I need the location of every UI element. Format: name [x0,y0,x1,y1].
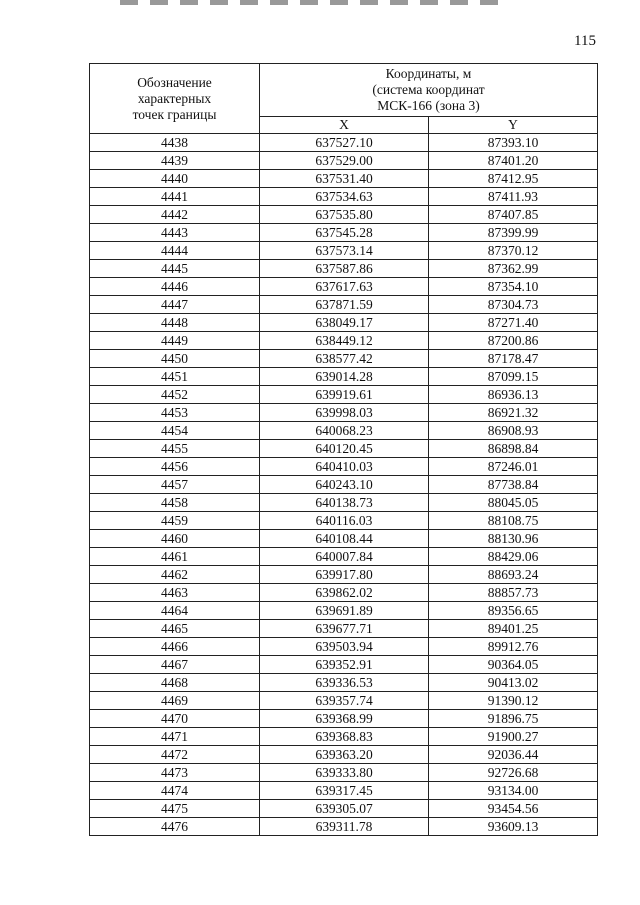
x-coordinate-cell: 637545.28 [260,224,429,242]
table-row [90,566,598,584]
y-coordinate-cell: 92726.68 [429,764,598,782]
point-id-cell: 4454 [90,422,260,440]
coordinates-table [89,63,598,836]
table-row [90,134,598,152]
table-row [90,368,598,386]
x-coordinate-cell: 637527.10 [260,134,429,152]
y-coordinate-cell: 87271.40 [429,314,598,332]
table-row [90,818,598,836]
header-coords-line-2: (система координат [372,82,485,97]
x-coordinate-cell: 639333.80 [260,764,429,782]
y-coordinate-cell: 86898.84 [429,440,598,458]
point-id-cell: 4458 [90,494,260,512]
point-id-cell: 4472 [90,746,260,764]
x-coordinate-cell: 640410.03 [260,458,429,476]
point-id-cell: 4476 [90,818,260,836]
header-point-label [90,64,260,134]
table-body [90,134,598,836]
table-row [90,278,598,296]
table-row [90,584,598,602]
y-coordinate-cell: 89401.25 [429,620,598,638]
x-coordinate-cell: 637573.14 [260,242,429,260]
x-coordinate-cell: 637587.86 [260,260,429,278]
y-coordinate-cell: 87178.47 [429,350,598,368]
scan-artifact-top [120,0,510,5]
table-row [90,224,598,242]
point-id-cell: 4444 [90,242,260,260]
y-coordinate-cell: 93609.13 [429,818,598,836]
x-coordinate-cell: 640108.44 [260,530,429,548]
y-coordinate-cell: 88130.96 [429,530,598,548]
x-coordinate-cell: 638449.12 [260,332,429,350]
point-id-cell: 4441 [90,188,260,206]
table-row [90,188,598,206]
table-row [90,674,598,692]
table-row [90,656,598,674]
header-x: X [260,117,429,134]
x-coordinate-cell: 639363.20 [260,746,429,764]
table-row [90,386,598,404]
point-id-cell: 4469 [90,692,260,710]
point-id-cell: 4440 [90,170,260,188]
x-coordinate-cell: 638577.42 [260,350,429,368]
table-row [90,764,598,782]
x-coordinate-cell: 638049.17 [260,314,429,332]
x-coordinate-cell: 639691.89 [260,602,429,620]
x-coordinate-cell: 639998.03 [260,404,429,422]
table-row [90,800,598,818]
table-row [90,350,598,368]
x-coordinate-cell: 639862.02 [260,584,429,602]
y-coordinate-cell: 91900.27 [429,728,598,746]
point-id-cell: 4455 [90,440,260,458]
table-row [90,494,598,512]
y-coordinate-cell: 88693.24 [429,566,598,584]
point-id-cell: 4452 [90,386,260,404]
y-coordinate-cell: 87370.12 [429,242,598,260]
x-coordinate-cell: 639317.45 [260,782,429,800]
x-coordinate-cell: 637531.40 [260,170,429,188]
y-coordinate-cell: 93134.00 [429,782,598,800]
x-coordinate-cell: 637529.00 [260,152,429,170]
x-coordinate-cell: 640007.84 [260,548,429,566]
header-coords-line-3: МСК-166 (зона 3) [377,98,480,113]
x-coordinate-cell: 639336.53 [260,674,429,692]
table-row [90,692,598,710]
point-id-cell: 4459 [90,512,260,530]
table-row [90,242,598,260]
y-coordinate-cell: 92036.44 [429,746,598,764]
point-id-cell: 4460 [90,530,260,548]
y-coordinate-cell: 90364.05 [429,656,598,674]
y-coordinate-cell: 87401.20 [429,152,598,170]
point-id-cell: 4457 [90,476,260,494]
table-row [90,152,598,170]
x-coordinate-cell: 637534.63 [260,188,429,206]
x-coordinate-cell: 639503.94 [260,638,429,656]
y-coordinate-cell: 87412.95 [429,170,598,188]
y-coordinate-cell: 86921.32 [429,404,598,422]
table-row [90,782,598,800]
x-coordinate-cell: 639919.61 [260,386,429,404]
header-coordinates [260,64,598,117]
table-row [90,260,598,278]
point-id-cell: 4448 [90,314,260,332]
x-coordinate-cell: 637535.80 [260,206,429,224]
table-row [90,620,598,638]
point-id-cell: 4466 [90,638,260,656]
table-row [90,206,598,224]
y-coordinate-cell: 91390.12 [429,692,598,710]
x-coordinate-cell: 640068.23 [260,422,429,440]
point-id-cell: 4439 [90,152,260,170]
y-coordinate-cell: 87411.93 [429,188,598,206]
point-id-cell: 4445 [90,260,260,278]
point-id-cell: 4470 [90,710,260,728]
table-row [90,458,598,476]
table-row [90,170,598,188]
point-id-cell: 4475 [90,800,260,818]
table-row [90,530,598,548]
y-coordinate-cell: 87099.15 [429,368,598,386]
y-coordinate-cell: 88108.75 [429,512,598,530]
y-coordinate-cell: 91896.75 [429,710,598,728]
x-coordinate-cell: 639368.99 [260,710,429,728]
point-id-cell: 4447 [90,296,260,314]
x-coordinate-cell: 639357.74 [260,692,429,710]
table-row [90,332,598,350]
point-id-cell: 4462 [90,566,260,584]
table-row [90,746,598,764]
table-row [90,710,598,728]
point-id-cell: 4467 [90,656,260,674]
y-coordinate-cell: 93454.56 [429,800,598,818]
y-coordinate-cell: 87200.86 [429,332,598,350]
y-coordinate-cell: 87362.99 [429,260,598,278]
point-id-cell: 4450 [90,350,260,368]
table-row [90,512,598,530]
header-point-line-2: характерных [137,90,212,106]
y-coordinate-cell: 88045.05 [429,494,598,512]
page-number: 115 [574,33,596,49]
y-coordinate-cell: 87354.10 [429,278,598,296]
x-coordinate-cell: 639917.80 [260,566,429,584]
y-coordinate-cell: 90413.02 [429,674,598,692]
y-coordinate-cell: 87399.99 [429,224,598,242]
y-coordinate-cell: 87246.01 [429,458,598,476]
x-coordinate-cell: 640138.73 [260,494,429,512]
table-row [90,602,598,620]
x-coordinate-cell: 637617.63 [260,278,429,296]
point-id-cell: 4453 [90,404,260,422]
y-coordinate-cell: 86936.13 [429,386,598,404]
point-id-cell: 4474 [90,782,260,800]
y-coordinate-cell: 86908.93 [429,422,598,440]
x-coordinate-cell: 639305.07 [260,800,429,818]
point-id-cell: 4438 [90,134,260,152]
x-coordinate-cell: 639014.28 [260,368,429,386]
x-coordinate-cell: 639311.78 [260,818,429,836]
point-id-cell: 4449 [90,332,260,350]
point-id-cell: 4471 [90,728,260,746]
point-id-cell: 4443 [90,224,260,242]
y-coordinate-cell: 87393.10 [429,134,598,152]
x-coordinate-cell: 640116.03 [260,512,429,530]
table-row [90,422,598,440]
point-id-cell: 4473 [90,764,260,782]
y-coordinate-cell: 87304.73 [429,296,598,314]
y-coordinate-cell: 87738.84 [429,476,598,494]
x-coordinate-cell: 637871.59 [260,296,429,314]
point-id-cell: 4468 [90,674,260,692]
x-coordinate-cell: 640120.45 [260,440,429,458]
y-coordinate-cell: 89912.76 [429,638,598,656]
header-point-line-3: точек границы [132,106,217,122]
point-id-cell: 4442 [90,206,260,224]
x-coordinate-cell: 639352.91 [260,656,429,674]
table-row [90,296,598,314]
point-id-cell: 4446 [90,278,260,296]
y-coordinate-cell: 88857.73 [429,584,598,602]
table-row [90,638,598,656]
header-point-line-1: Обозначение [137,74,212,90]
table-row [90,404,598,422]
point-id-cell: 4461 [90,548,260,566]
table-row [90,728,598,746]
point-id-cell: 4463 [90,584,260,602]
point-id-cell: 4464 [90,602,260,620]
y-coordinate-cell: 87407.85 [429,206,598,224]
point-id-cell: 4456 [90,458,260,476]
x-coordinate-cell: 640243.10 [260,476,429,494]
table-row [90,314,598,332]
x-coordinate-cell: 639368.83 [260,728,429,746]
header-coords-line-1: Координаты, м [385,66,472,81]
x-coordinate-cell: 639677.71 [260,620,429,638]
y-coordinate-cell: 88429.06 [429,548,598,566]
point-id-cell: 4465 [90,620,260,638]
point-id-cell: 4451 [90,368,260,386]
table-row [90,548,598,566]
header-y: Y [429,117,598,134]
table-row [90,440,598,458]
table-row [90,476,598,494]
y-coordinate-cell: 89356.65 [429,602,598,620]
